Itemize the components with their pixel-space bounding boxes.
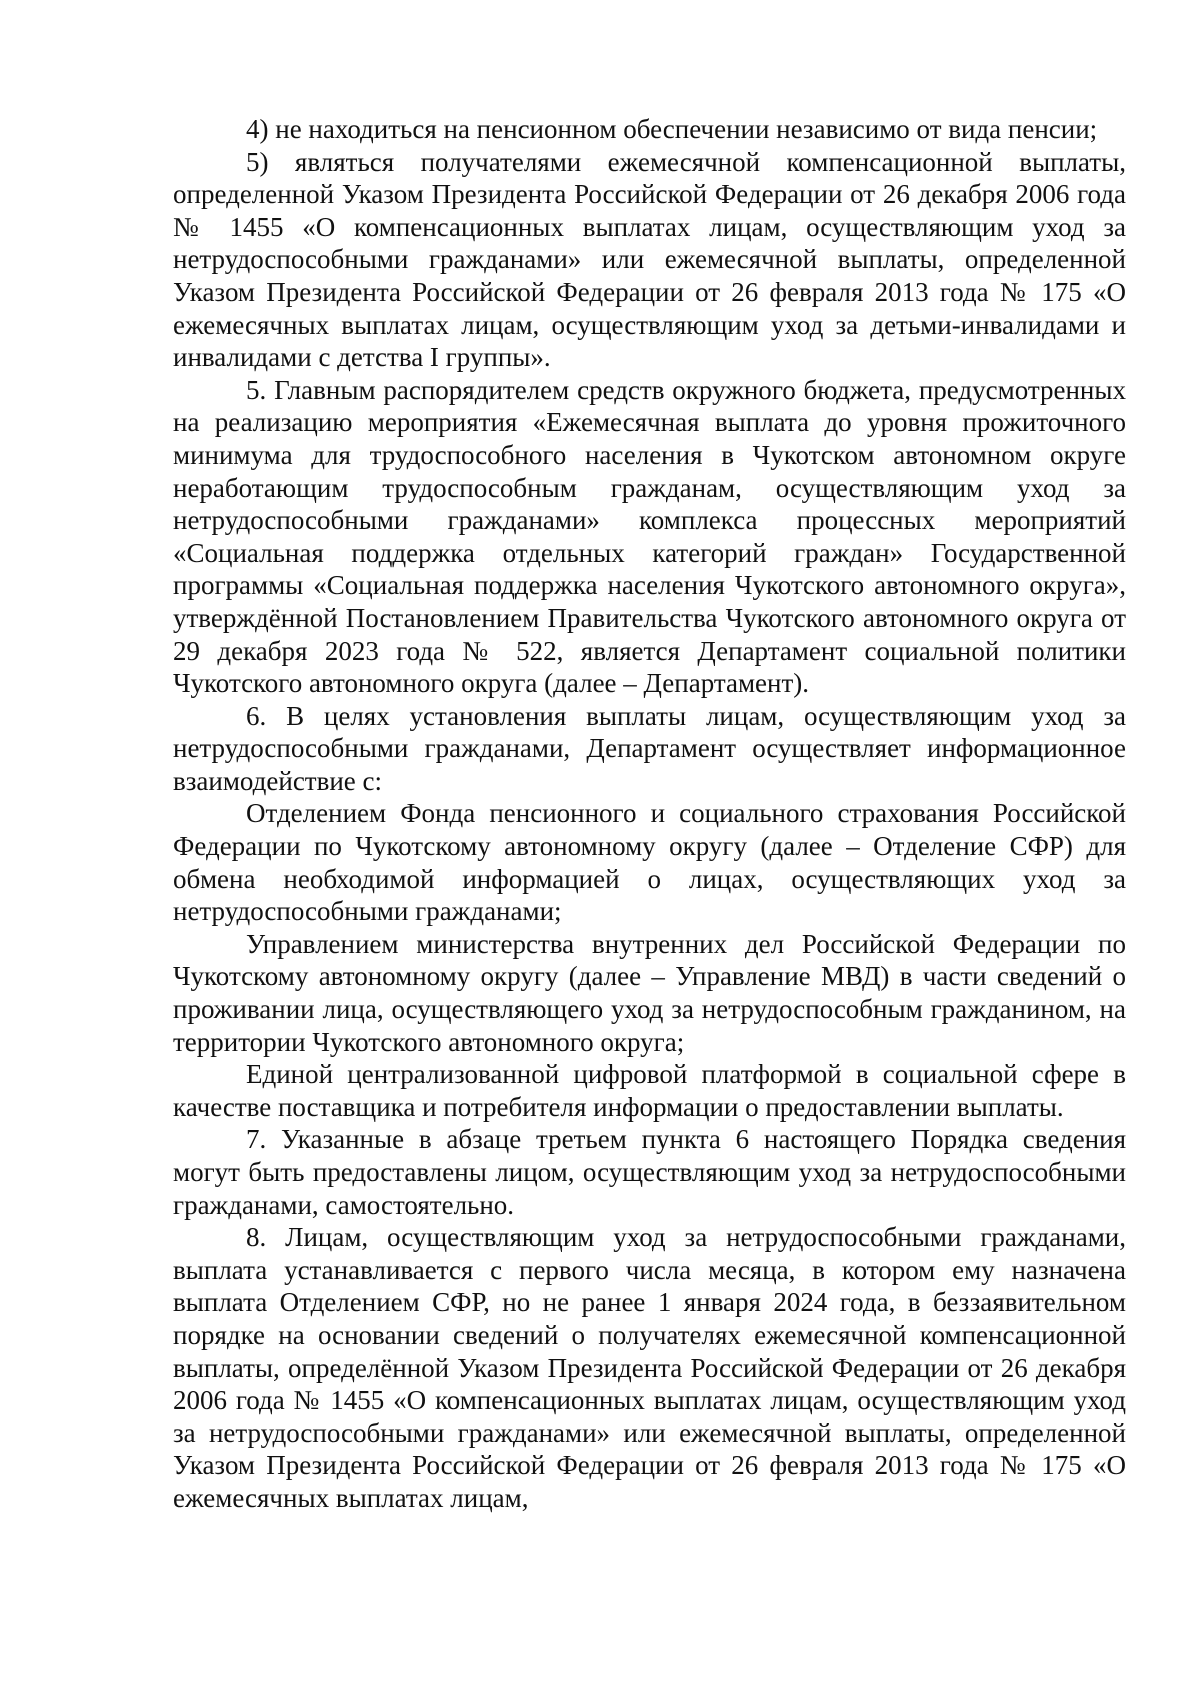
paragraph-sfr-office: Отделением Фонда пенсионного и социального страхования Российской Федерации по Чукотскому автономному округу (далее – Отделение СФР) для обмена необходимой информацией о лицах, осуществляющих уход за нетрудоспособными гражданами; — [173, 798, 1126, 927]
paragraph-item-5-compensation-recipients: 5) являться получателями ежемесячной компенсационной выплаты, определенной Указом Президента Российской Федерации от 26 декабря 2006 года № 1455 «О компенсационных выплатах лицам, осуществляющим уход за нетрудоспособными гражданами» или ежемесячной выплаты, определенной Указом Президента Российской Федерации от 26 февраля 2013 года № 175 «О ежемесячных выплатах лицам, осуществляющим уход за детьми-инвалидами и инвалидами с детства I группы». — [173, 146, 1126, 373]
document-body — [173, 113, 1126, 1515]
paragraph-mvd-office: Управлением министерства внутренних дел Российской Федерации по Чукотскому автономному округу (далее – Управление МВД) в части сведений о проживании лица, осуществляющего уход за нетрудоспособным гражданином, на территории Чукотского автономного округа; — [173, 928, 1126, 1057]
paragraph-clause-6-information-exchange: 6. В целях установления выплаты лицам, осуществляющим уход за нетрудоспособными гражданами, Департамент осуществляет информационное взаимодействие с: — [173, 700, 1126, 796]
paragraph-clause-7-self-provided: 7. Указанные в абзаце третьем пункта 6 настоящего Порядка сведения могут быть предоставлены лицом, осуществляющим уход за нетрудоспособными гражданами, самостоятельно. — [173, 1124, 1126, 1220]
paragraph-clause-5-budget-manager: 5. Главным распорядителем средств окружного бюджета, предусмотренных на реализацию мероприятия «Ежемесячная выплата до уровня прожиточного минимума для трудоспособного населения в Чукотском автономном округе неработающим трудоспособным гражданам, осуществляющим уход за нетрудоспособными гражданами» комплекса процессных мероприятий «Социальная поддержка отдельных категорий граждан» Государственной программы «Социальная поддержка населения Чукотского автономного округа», утверждённой Постановлением Правительства Чукотского автономного округа от 29 декабря 2023 года № 522, является Департамент социальной политики Чукотского автономного округа (далее – Департамент). — [173, 374, 1126, 699]
paragraph-clause-8-payment-start: 8. Лицам, осуществляющим уход за нетрудоспособными гражданами, выплата устанавливается с первого числа месяца, в котором ему назначена выплата Отделением СФР, но не ранее 1 января 2024 года, в беззаявительном порядке на основании сведений о получателях ежемесячной компенсационной выплаты, определённой Указом Президента Российской Федерации от 26 декабря 2006 года № 1455 «О компенсационных выплатах лицам, осуществляющим уход за нетрудоспособными гражданами» или ежемесячной выплаты, определенной Указом Президента Российской Федерации от 26 февраля 2013 года № 175 «О ежемесячных выплатах лицам, — [173, 1222, 1126, 1513]
paragraph-item-4-no-pension: 4) не находиться на пенсионном обеспечении независимо от вида пенсии; — [246, 114, 1098, 144]
paragraph-digital-platform: Единой централизованной цифровой платформой в социальной сфере в качестве поставщика и потребителя информации о предоставлении выплаты. — [173, 1059, 1126, 1122]
